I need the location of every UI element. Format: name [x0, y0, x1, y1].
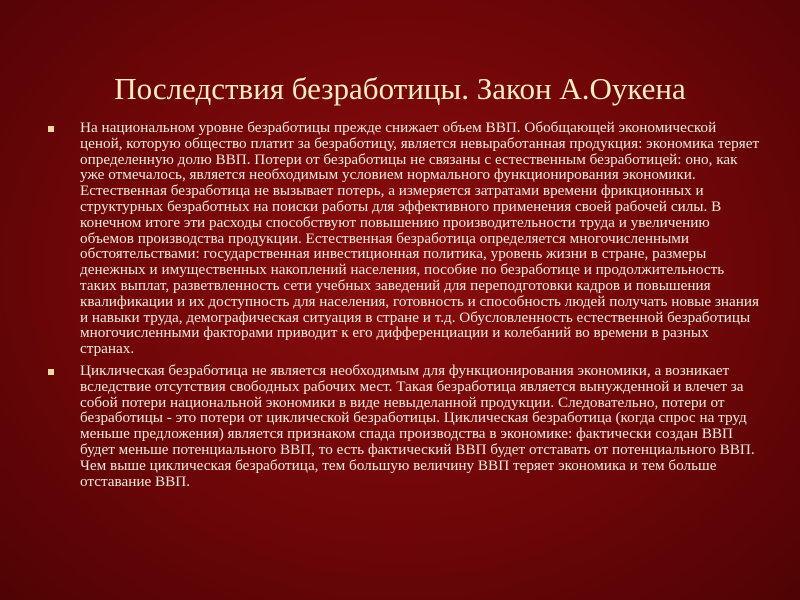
bullet-item-natural-unemployment	[48, 120, 760, 357]
bullet-item-cyclical-unemployment	[48, 363, 760, 489]
square-bullet-icon	[48, 369, 54, 375]
square-bullet-icon	[48, 126, 54, 132]
bullet-list	[48, 120, 760, 495]
bullet-text: На национальном уровне безработицы прежде снижает объем ВВП. Обобщающей экономической ценой, которую общество платит за безработицу, является невыработанная продукция: экономика теряет определенную долю ВВП. Потери от безработицы не связаны с естественным безработицей: оно, как уже отмечалось, является необходимым условием нормального функционирования экономики. Естественная безработица не вызывает потерь, а измеряется затратами времени фрикционных и структурных безработных на поиски работы для эффективного применения своей рабочей силы. В конечном итоге эти расходы способствуют повышению производительности труда и увеличению объемов производства продукции. Естественная безработица определяется многочисленными обстоятельствами: государственная инвестиционная политика, уровень жизни в стране, размеры денежных и имущественных накоплений населения, пособие по безработице и продолжительность таких выплат, разветвленность сети учебных заведений для переподготовки кадров и повышения квалификации и их доступность для населения, готовность и способность людей получать новые знания и навыки труда, демографическая ситуация в стране и т.д. Обусловленность естественной безработицы многочисленными факторами приводит к его дифференциации и колебаний во времени в разных странах.	[80, 119, 760, 358]
slide-title: Последствия безработицы. Закон А.Оукена	[114, 70, 686, 106]
bullet-text: Циклическая безработица не является необходимым для функционирования экономики, а возникает вследствие отсутствия свободных рабочих мест. Такая безработица является вынужденной и влечет за собой потери национальной экономики в виде невыделанной продукции. Следовательно, потери от безработицы - это потери от циклической безработицы. Циклическая безработица (когда спрос на труд меньше предложения) является признаком спада производства в экономике: фактически создан ВВП будет меньше потенциального ВВП, то есть фактический ВВП будет отставать от потенциального ВВП. Чем выше циклическая безработица, тем большую величину ВВП теряет экономика и тем больше отставание ВВП.	[80, 361, 755, 490]
